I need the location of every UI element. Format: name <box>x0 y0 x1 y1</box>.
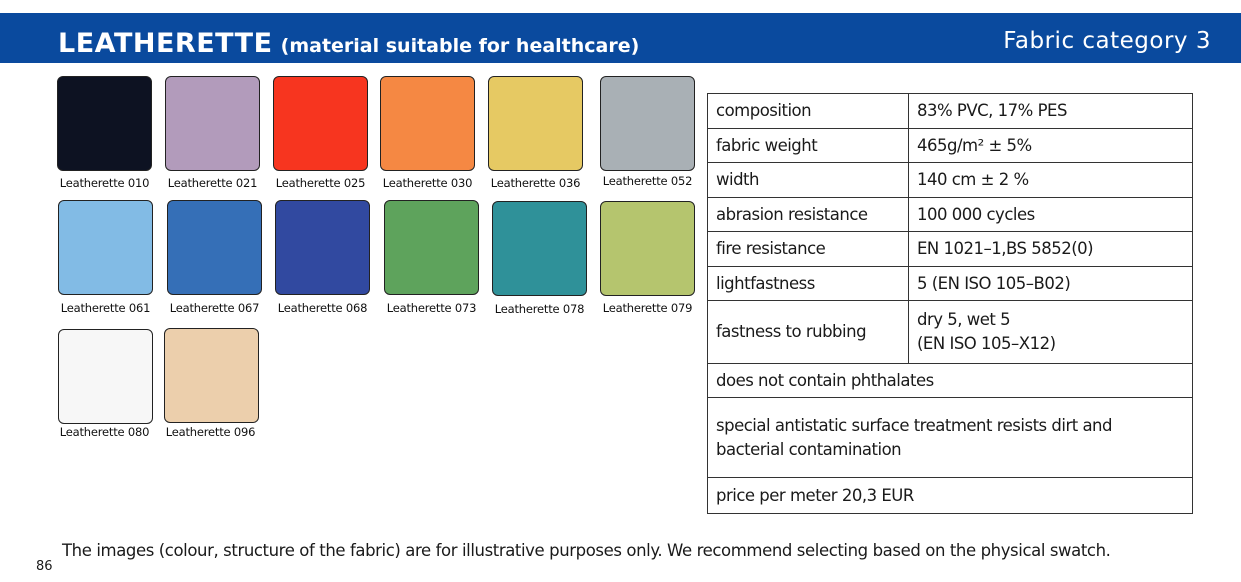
swatch-label: Leatherette 078 <box>494 302 585 316</box>
swatch-025 <box>273 76 368 171</box>
note-line: special antistatic surface treatment resists dirt and <box>716 415 1112 435</box>
page-title <box>58 28 639 59</box>
spec-row-fabric-weight <box>708 129 1193 163</box>
spec-value: 465g/m² ± 5% <box>909 129 1193 163</box>
note-text: does not contain phthalates <box>708 364 1193 398</box>
spec-key: lightfastness <box>708 267 909 301</box>
swatch-067 <box>167 200 262 295</box>
spec-key: width <box>708 163 909 198</box>
swatch-label: Leatherette 025 <box>275 176 366 190</box>
swatch-label: Leatherette 021 <box>167 176 258 190</box>
swatch-label: Leatherette 079 <box>602 301 693 315</box>
note-row-phthalates <box>708 364 1193 398</box>
swatch-010 <box>57 76 152 171</box>
note-row-price <box>708 478 1193 514</box>
spec-key: fastness to rubbing <box>708 301 909 364</box>
swatch-label: Leatherette 096 <box>165 425 256 439</box>
spec-key: fire resistance <box>708 232 909 267</box>
spec-value <box>909 301 1193 364</box>
spec-row-width <box>708 163 1193 198</box>
spec-row-abrasion <box>708 198 1193 232</box>
swatch-068 <box>275 200 370 295</box>
swatch-052 <box>600 76 695 171</box>
note-row-antistatic <box>708 398 1193 478</box>
spec-row-rubbing <box>708 301 1193 364</box>
spec-value: EN 1021–1,BS 5852(0) <box>909 232 1193 267</box>
swatch-label: Leatherette 067 <box>169 301 260 315</box>
swatch-label: Leatherette 080 <box>59 425 150 439</box>
header-bar <box>0 13 1241 63</box>
spec-value-line: dry 5, wet 5 <box>917 310 1011 329</box>
note-text <box>708 398 1193 478</box>
title-main: LEATHERETTE <box>58 28 273 59</box>
page-number: 86 <box>36 559 53 574</box>
swatch-036 <box>488 76 583 171</box>
swatch-073 <box>384 200 479 295</box>
spec-row-fire <box>708 232 1193 267</box>
spec-value: 100 000 cycles <box>909 198 1193 232</box>
swatch-label: Leatherette 073 <box>386 301 477 315</box>
swatch-030 <box>380 76 475 171</box>
title-subtitle: (material suitable for healthcare) <box>280 35 640 57</box>
fabric-category: Fabric category 3 <box>1003 28 1211 54</box>
spec-value: 83% PVC, 17% PES <box>909 94 1193 129</box>
spec-value-line: (EN ISO 105–X12) <box>917 334 1056 353</box>
swatch-061 <box>58 200 153 295</box>
specs-table <box>707 93 1193 514</box>
note-line: bacterial contamination <box>716 439 902 459</box>
swatch-label: Leatherette 036 <box>490 176 581 190</box>
swatch-label: Leatherette 061 <box>60 301 151 315</box>
swatch-080 <box>58 329 153 424</box>
spec-row-lightfastness <box>708 267 1193 301</box>
swatch-label: Leatherette 030 <box>382 176 473 190</box>
swatch-label: Leatherette 052 <box>602 174 693 188</box>
swatch-label: Leatherette 068 <box>277 301 368 315</box>
swatch-label: Leatherette 010 <box>59 176 150 190</box>
footnote: The images (colour, structure of the fabric) are for illustrative purposes only. We recommend selecting based on the physical swatch. <box>62 541 1111 560</box>
swatch-096 <box>164 328 259 423</box>
spec-key: composition <box>708 94 909 129</box>
spec-value: 140 cm ± 2 % <box>909 163 1193 198</box>
spec-key: fabric weight <box>708 129 909 163</box>
price-text: price per meter 20,3 EUR <box>708 478 1193 514</box>
spec-row-composition <box>708 94 1193 129</box>
spec-value: 5 (EN ISO 105–B02) <box>909 267 1193 301</box>
swatch-021 <box>165 76 260 171</box>
swatch-078 <box>492 201 587 296</box>
swatch-079 <box>600 201 695 296</box>
spec-key: abrasion resistance <box>708 198 909 232</box>
